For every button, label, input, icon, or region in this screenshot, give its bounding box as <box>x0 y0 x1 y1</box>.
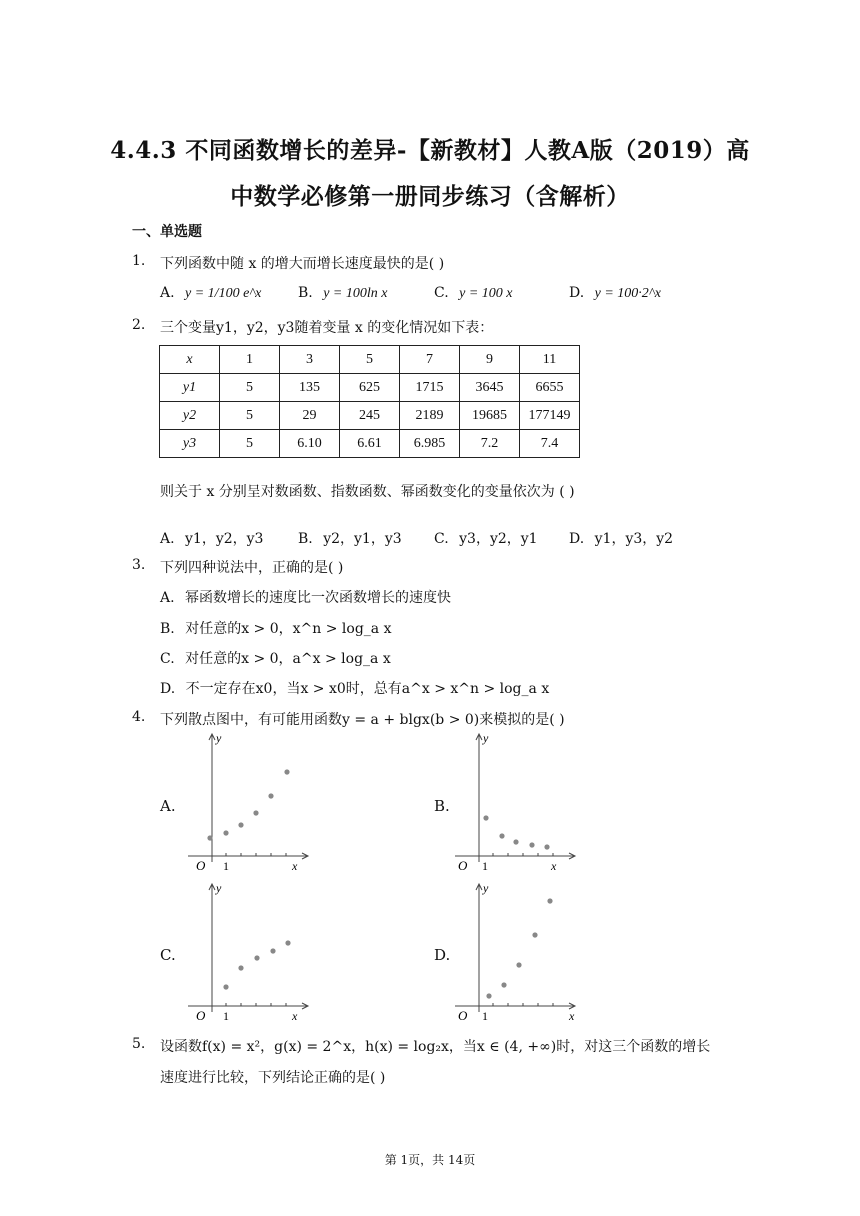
q2-stem: 三个变量y1，y2，y3随着变量 x 的变化情况如下表： <box>160 320 494 336</box>
table-cell: y2 <box>160 402 220 430</box>
q3-option-c-text: 对任意的x > 0，a^x > log_a x <box>185 651 391 667</box>
title-line-2: 中数学必修第一册同步练习（含解析） <box>230 183 630 210</box>
table-cell: 3 <box>280 346 340 374</box>
q4-c-point <box>223 984 228 989</box>
q3-option-b <box>160 618 391 638</box>
q4-d-point <box>532 932 537 937</box>
q2-option-c-text: y3，y2，y1 <box>459 531 538 547</box>
q3-number: 3. <box>132 557 146 573</box>
q3-option-b-label: B. <box>160 621 175 637</box>
q4-a-y-label: y <box>216 731 222 745</box>
q4-scatter-c <box>188 880 318 1022</box>
q1-option-b-label: B. <box>298 285 313 301</box>
q4-d-point <box>501 982 506 987</box>
table-cell: 135 <box>280 374 340 402</box>
q2-option-c <box>434 528 538 548</box>
q4-number: 4. <box>132 709 146 725</box>
q2-option-a <box>160 528 263 548</box>
table-cell: x <box>160 346 220 374</box>
q4-c-point <box>254 955 259 960</box>
q4-b-point <box>544 844 549 849</box>
q4-c-y-label: y <box>216 881 222 895</box>
q5-stem-line-1: 设函数f(x) = x²，g(x) = 2^x，h(x) = log₂x，当x ∈ (4, +∞)时，对这三个函数的增长 <box>160 1039 711 1055</box>
q1-option-c-text: y = 100 x <box>459 286 513 301</box>
q4-d-origin: O <box>458 1008 468 1022</box>
table-cell: y3 <box>160 430 220 458</box>
table-row <box>160 346 580 374</box>
q5-stem-line-2: 速度进行比较，下列结论正确的是( ) <box>160 1070 386 1086</box>
q3-option-b-text: 对任意的x > 0，x^n > log_a x <box>185 621 392 637</box>
q4-label-d: D. <box>434 946 451 964</box>
table-cell: 5 <box>340 346 400 374</box>
q3-option-d-label: D. <box>160 681 176 697</box>
q1-number: 1. <box>132 253 146 269</box>
title-line-1: 4.4.3 不同函数增长的差异-【新教材】人教A版（2019）高 <box>110 137 750 164</box>
q4-a-point <box>207 835 212 840</box>
q4-d-x-label: x <box>569 1009 575 1022</box>
q3-option-a-text: 幂函数增长的速度比一次函数增长的速度快 <box>185 590 452 606</box>
q1-option-d <box>569 285 661 302</box>
q3-option-d <box>160 678 549 698</box>
table-cell: 5 <box>220 430 280 458</box>
q4-c-point <box>238 965 243 970</box>
q2-option-d-text: y1，y3，y2 <box>594 531 674 547</box>
q4-d-point <box>547 898 552 903</box>
table-cell: 177149 <box>520 402 580 430</box>
q4-c-tick-1: 1 <box>223 1009 229 1022</box>
table-cell: 9 <box>460 346 520 374</box>
q4-b-y-label: y <box>483 731 489 745</box>
q4-label-a: A. <box>160 797 176 815</box>
q4-c-point <box>270 948 275 953</box>
q2-option-d-label: D. <box>569 531 585 547</box>
table-cell: 245 <box>340 402 400 430</box>
q4-d-point <box>486 993 491 998</box>
q2-data-table <box>159 345 580 458</box>
q4-b-tick-1: 1 <box>482 859 488 872</box>
q4-c-origin: O <box>196 1008 206 1022</box>
q2-option-b-text: y2，y1，y3 <box>323 531 402 547</box>
q4-d-tick-1: 1 <box>482 1009 488 1022</box>
q3-option-d-text: 不一定存在x0，当x > x0时，总有a^x > x^n > log_a x <box>185 681 550 697</box>
q4-d-y-label: y <box>483 881 489 895</box>
q4-d-point <box>516 962 521 967</box>
q4-b-point <box>483 815 488 820</box>
q2-option-b-label: B. <box>298 531 313 547</box>
table-cell: 6.985 <box>400 430 460 458</box>
q4-a-point <box>238 822 243 827</box>
table-cell: 29 <box>280 402 340 430</box>
q2-option-a-label: A. <box>160 531 175 547</box>
q4-scatter-d <box>455 880 585 1022</box>
q1-option-c-label: C. <box>434 285 449 301</box>
q1-option-a-text: y = 1/100 e^x <box>185 286 262 301</box>
q1-option-a-label: A. <box>160 285 175 301</box>
q4-b-origin: O <box>458 858 468 872</box>
q4-a-point <box>268 793 273 798</box>
table-cell: 1715 <box>400 374 460 402</box>
q1-option-d-label: D. <box>569 285 585 301</box>
q4-label-b: B. <box>434 797 450 815</box>
table-row <box>160 374 580 402</box>
q4-a-origin: O <box>196 858 206 872</box>
q1-option-c <box>434 285 513 302</box>
q4-a-point <box>284 769 289 774</box>
table-cell: 6.10 <box>280 430 340 458</box>
q4-label-c: C. <box>160 946 176 964</box>
q3-option-c <box>160 648 391 668</box>
q4-b-point <box>529 842 534 847</box>
table-cell: 7.2 <box>460 430 520 458</box>
table-cell: 5 <box>220 374 280 402</box>
q1-option-a <box>160 285 261 302</box>
q4-a-point <box>253 810 258 815</box>
table-cell: 7 <box>400 346 460 374</box>
table-cell: 1 <box>220 346 280 374</box>
table-row <box>160 402 580 430</box>
table-cell: 625 <box>340 374 400 402</box>
q4-c-x-label: x <box>292 1009 298 1022</box>
q1-option-d-text: y = 100·2^x <box>594 286 661 301</box>
q3-stem: 下列四种说法中，正确的是( ) <box>160 560 344 576</box>
table-cell: 5 <box>220 402 280 430</box>
q2-option-d <box>569 528 673 548</box>
q3-option-a-label: A. <box>160 590 175 606</box>
q4-b-point <box>513 839 518 844</box>
q3-option-a <box>160 587 451 607</box>
q2-number: 2. <box>132 317 146 333</box>
table-cell: 3645 <box>460 374 520 402</box>
table-cell: 2189 <box>400 402 460 430</box>
q4-scatter-a <box>188 730 318 872</box>
q4-scatter-b <box>455 730 585 872</box>
table-cell: 19685 <box>460 402 520 430</box>
table-cell: 6.61 <box>340 430 400 458</box>
q4-b-x-label: x <box>551 859 557 872</box>
q1-stem: 下列函数中随 x 的增大而增长速度最快的是( ) <box>160 256 445 272</box>
q4-a-tick-1: 1 <box>223 859 229 872</box>
q2-option-b <box>298 528 402 548</box>
table-cell: 6655 <box>520 374 580 402</box>
q1-option-b-text: y = 100ln x <box>323 286 388 301</box>
page-footer: 第 1页，共 14页 <box>384 1153 476 1167</box>
section-heading: 一、单选题 <box>132 224 202 240</box>
table-cell: y1 <box>160 374 220 402</box>
q2-option-c-label: C. <box>434 531 449 547</box>
q4-a-x-label: x <box>292 859 298 872</box>
q5-number: 5. <box>132 1036 146 1052</box>
q4-a-axes <box>188 734 308 862</box>
q4-a-point <box>223 830 228 835</box>
table-cell: 7.4 <box>520 430 580 458</box>
q2-follow-text: 则关于 x 分别呈对数函数、指数函数、幂函数变化的变量依次为 ( ) <box>160 484 575 500</box>
q4-c-point <box>285 940 290 945</box>
table-cell: 11 <box>520 346 580 374</box>
q2-option-a-text: y1，y2，y3 <box>185 531 264 547</box>
q4-stem: 下列散点图中，有可能用函数y = a + blgx(b > 0)来模拟的是( ) <box>160 712 565 728</box>
table-row <box>160 430 580 458</box>
q4-b-point <box>499 833 504 838</box>
q1-option-b <box>298 285 387 302</box>
q3-option-c-label: C. <box>160 651 175 667</box>
